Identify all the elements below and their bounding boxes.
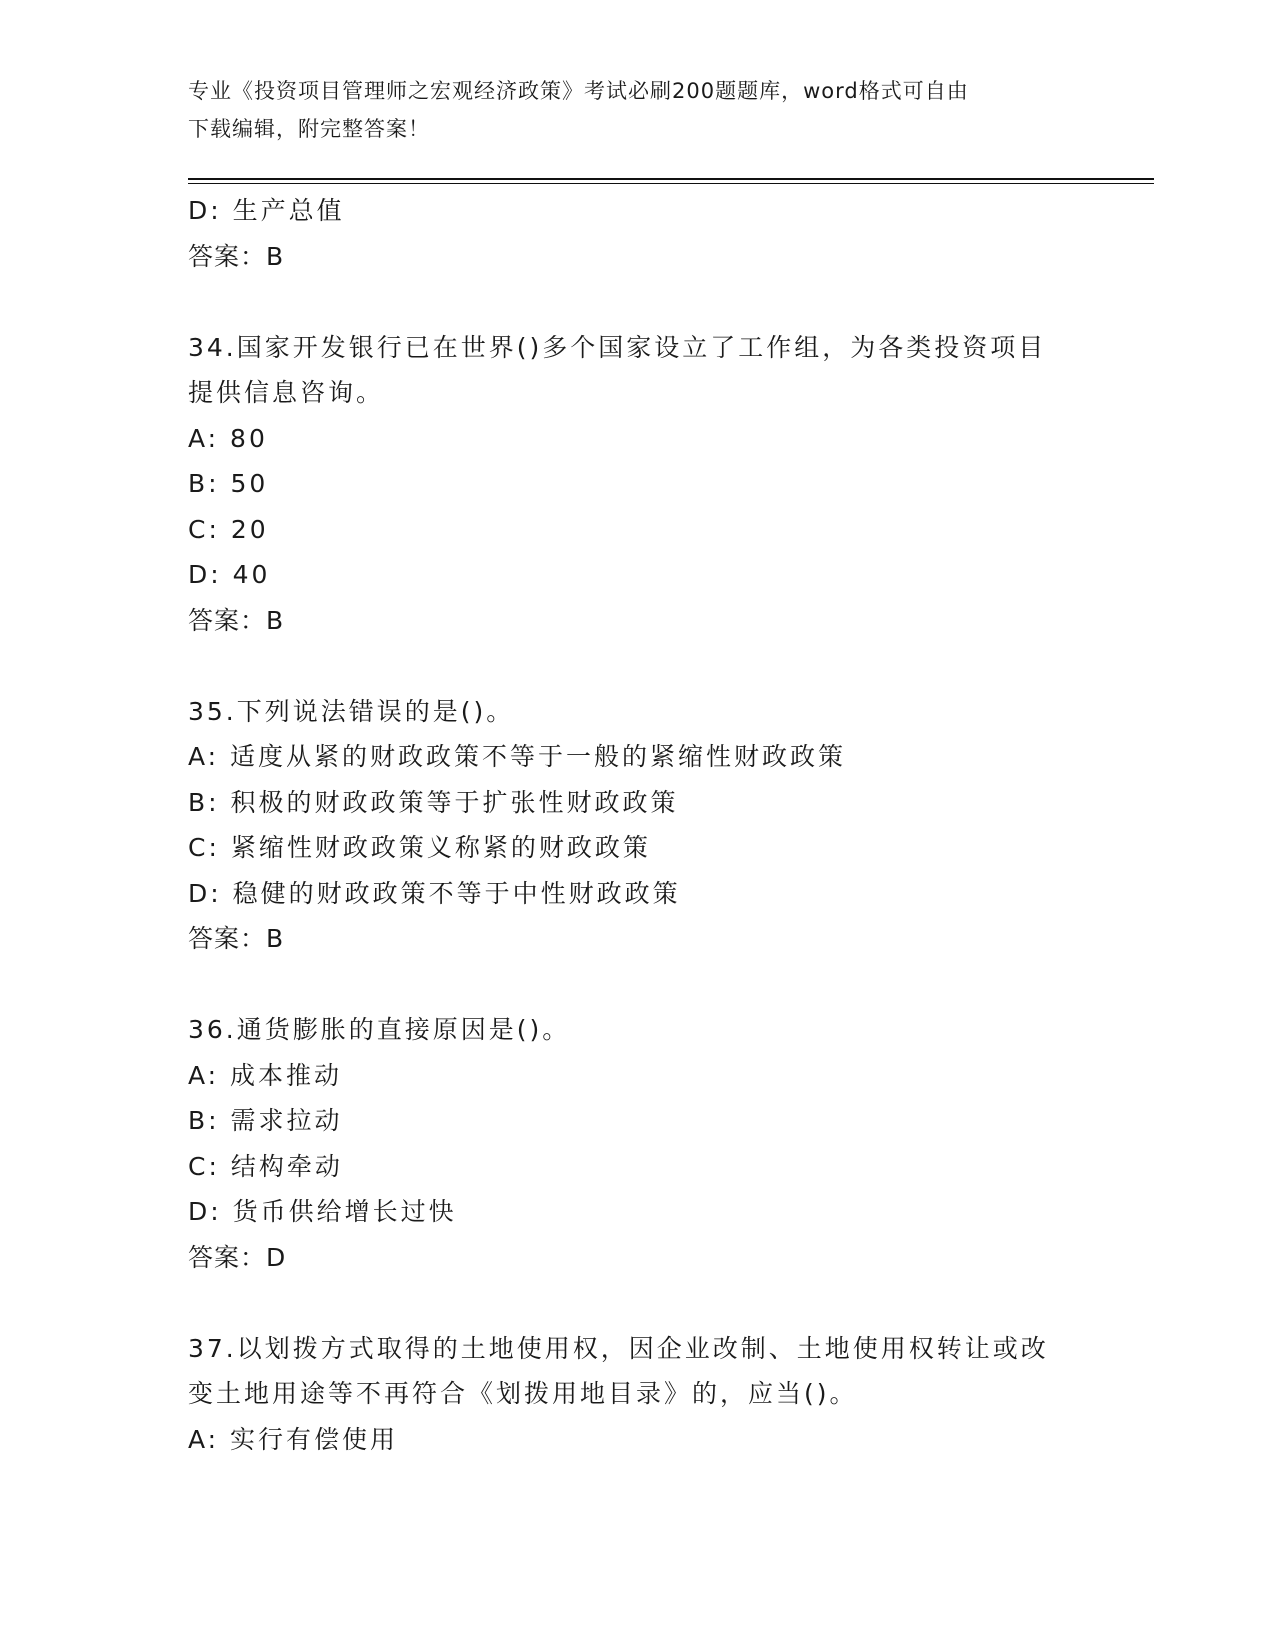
question-36-option-c: C: 结构牵动	[188, 1151, 343, 1181]
page-header	[188, 72, 1088, 148]
prev-option-d: D: 生产总值	[188, 196, 345, 225]
question-37-option-a: A: 实行有偿使用	[188, 1424, 399, 1454]
question-35-option-d: D: 稳健的财政政策不等于中性财政政策	[188, 878, 681, 908]
question-34-option-a: A: 80	[188, 423, 268, 453]
question-35-answer: 答案：B	[188, 924, 285, 953]
question-36-stem: 36.通货膨胀的直接原因是()。	[188, 1015, 571, 1044]
prev-answer: 答案：B	[188, 241, 285, 271]
question-35-option-b: B: 积极的财政政策等于扩张性财政政策	[188, 787, 679, 817]
question-list	[188, 188, 1088, 1462]
question-34-option-c: C: 20	[188, 514, 269, 544]
question-35	[188, 689, 1088, 962]
spacer	[188, 643, 1088, 689]
question-35-option-a: A: 适度从紧的财政政策不等于一般的紧缩性财政政策	[188, 742, 847, 771]
header-divider-thin	[188, 183, 1154, 184]
question-36-option-d: D: 货币供给增长过快	[188, 1197, 457, 1226]
question-36	[188, 1007, 1088, 1280]
question-37-stem-2: 变土地用途等不再符合《划拨用地目录》的，应当()。	[188, 1379, 858, 1408]
question-36-answer: 答案：D	[188, 1242, 287, 1272]
question-34-option-d: D: 40	[188, 560, 271, 589]
header-divider-thick	[188, 178, 1154, 180]
spacer	[188, 962, 1088, 1008]
question-37-stem-1: 37.以划拨方式取得的土地使用权，因企业改制、土地使用权转让或改	[188, 1333, 1049, 1363]
question-34-stem-1: 34.国家开发银行已在世界()多个国家设立了工作组，为各类投资项目	[188, 332, 1047, 362]
header-line-1: 专业《投资项目管理师之宏观经济政策》考试必刷200题题库，word格式可自由	[188, 79, 969, 103]
question-34-option-b: B: 50	[188, 469, 269, 498]
spacer	[188, 1280, 1088, 1326]
question-37	[188, 1326, 1088, 1463]
question-36-option-b: B: 需求拉动	[188, 1106, 343, 1135]
question-35-stem: 35.下列说法错误的是()。	[188, 696, 515, 726]
question-34-stem-2: 提供信息咨询。	[188, 378, 385, 407]
spacer	[188, 279, 1088, 325]
question-34-answer: 答案：B	[188, 605, 285, 635]
question-35-option-c: C: 紧缩性财政政策义称紧的财政政策	[188, 833, 651, 862]
question-36-option-a: A: 成本推动	[188, 1060, 343, 1090]
question-34	[188, 325, 1088, 644]
header-line-2: 下载编辑，附完整答案！	[188, 117, 430, 141]
